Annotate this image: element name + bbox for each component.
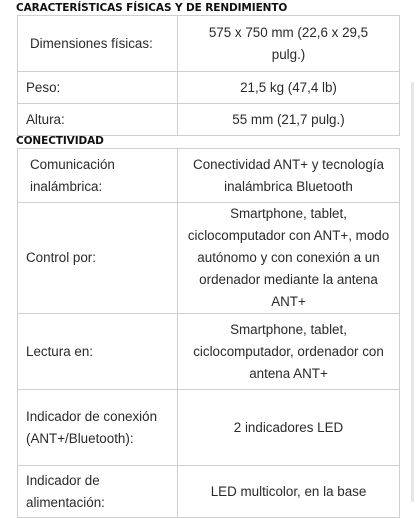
row-value: 575 x 750 mm (22,6 x 29,5 pulg.) [178, 16, 400, 72]
row-label: Lectura en: [18, 314, 178, 390]
table-row [18, 466, 400, 518]
scrollbar[interactable] [411, 82, 414, 502]
connectivity-table [17, 148, 400, 518]
row-value: Smartphone, tablet, ciclocomputador con ANT+, modo autónomo y con conexión a un ordenador mediante la antena ANT+ [178, 203, 400, 314]
row-value: 55 mm (21,7 pulg.) [178, 104, 400, 136]
row-value: LED multicolor, en la base [178, 466, 400, 518]
row-label: Comunicación inalámbrica: [18, 149, 178, 203]
table-row [18, 390, 400, 466]
table-row [18, 203, 400, 314]
table-row [18, 314, 400, 390]
table-row [18, 149, 400, 203]
physical-specs-table [17, 15, 400, 136]
row-label: Peso: [18, 72, 178, 104]
row-value: Smartphone, tablet, ciclocomputador, ordenador con antena ANT+ [178, 314, 400, 390]
row-label: Indicador de alimentación: [18, 466, 178, 518]
row-value: 21,5 kg (47,4 lb) [178, 72, 400, 104]
section-heading-connectivity: CONECTIVIDAD [16, 135, 104, 147]
row-label: Altura: [18, 104, 178, 136]
section-heading-physical: CARACTERÍSTICAS FÍSICAS Y DE RENDIMIENTO [16, 2, 288, 14]
row-value: 2 indicadores LED [178, 390, 400, 466]
row-label: Control por: [18, 203, 178, 314]
row-label: Dimensiones físicas: [18, 16, 178, 72]
table-row [18, 16, 400, 72]
table-row [18, 104, 400, 136]
row-label: Indicador de conexión (ANT+/Bluetooth): [18, 390, 178, 466]
row-value: Conectividad ANT+ y tecnología inalámbrica Bluetooth [178, 149, 400, 203]
table-row [18, 72, 400, 104]
